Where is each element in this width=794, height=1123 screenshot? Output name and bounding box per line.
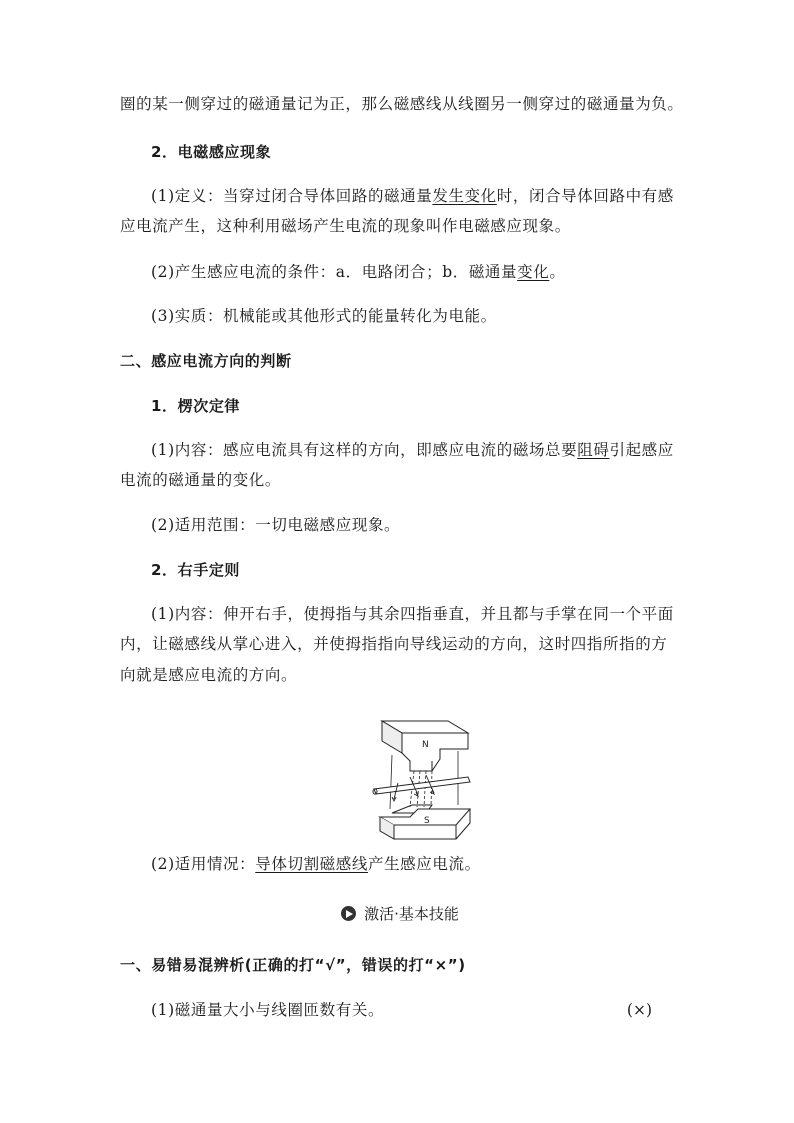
condition-line: [151, 261, 565, 283]
play-icon: [341, 906, 356, 921]
south-pole-label: S: [424, 816, 430, 826]
lenz-underlined: 阻碍: [577, 441, 610, 459]
heading-em-induction: 2．电磁感应现象: [151, 143, 272, 161]
lenz-text-b: 引起感应: [609, 441, 674, 459]
applicability-underlined: 导体切割磁感线: [255, 855, 368, 873]
definition-line-1: [151, 185, 674, 207]
heading-right-hand-rule: 2．右手定则: [151, 561, 241, 579]
quiz-item-1: (1)磁通量大小与线圈匝数有关。: [151, 1001, 385, 1019]
applicability-text-b: 产生感应电流。: [367, 855, 481, 873]
section-title-text: 激活·基本技能: [364, 905, 459, 923]
magnet-conductor-figure: [370, 713, 480, 845]
lenz-text-a: (1)内容：感应电流具有这样的方向，即感应电流的磁场总要: [151, 441, 578, 459]
lenz-scope-line: (2)适用范围：一切电磁感应现象。: [151, 516, 401, 534]
definition-text-b: 时，闭合导体回路中有感: [496, 187, 674, 205]
definition-text-a: (1)定义：当穿过闭合导体回路的磁通量: [151, 187, 433, 205]
applicability-text-a: (2)适用情况：: [151, 855, 256, 873]
condition-text-a: (2)产生感应电流的条件：a．电路闭合；b．磁通量: [151, 263, 518, 281]
right-hand-line-1: (1)内容：伸开右手，使拇指与其余四指垂直，并且都与手掌在同一个平面: [151, 605, 674, 623]
lenz-content-line-2: 电流的磁通量的变化。: [120, 471, 282, 489]
north-pole-label: N: [422, 740, 429, 750]
right-hand-line-2: 内，让磁感线从掌心进入，并使拇指指向导线运动的方向，这时四指所指的方: [120, 635, 668, 653]
condition-underlined: 变化: [517, 263, 550, 281]
definition-line-2: 应电流产生，这种利用磁场产生电流的现象叫作电磁感应现象。: [120, 217, 571, 235]
applicability-line: [151, 853, 481, 875]
heading-current-direction: 二、感应电流方向的判断: [120, 352, 292, 370]
right-hand-line-3: 向就是感应电流的方向。: [120, 666, 298, 684]
paragraph-flux-sign: 圈的某一侧穿过的磁通量记为正，那么磁感线从线圈另一侧穿过的磁通量为负。: [120, 95, 684, 113]
lenz-content-line-1: [151, 439, 674, 461]
condition-text-b: 。: [549, 263, 566, 281]
definition-underlined: 发生变化: [432, 187, 497, 205]
quiz-item-1-mark: (×): [626, 1001, 652, 1019]
heading-lenz-law: 1．楞次定律: [151, 397, 241, 415]
section-title-skills: [120, 903, 680, 925]
quiz-heading: 一、易错易混辨析(正确的打“√”，错误的打“×”): [120, 956, 466, 974]
essence-line: (3)实质：机械能或其他形式的能量转化为电能。: [151, 307, 497, 325]
